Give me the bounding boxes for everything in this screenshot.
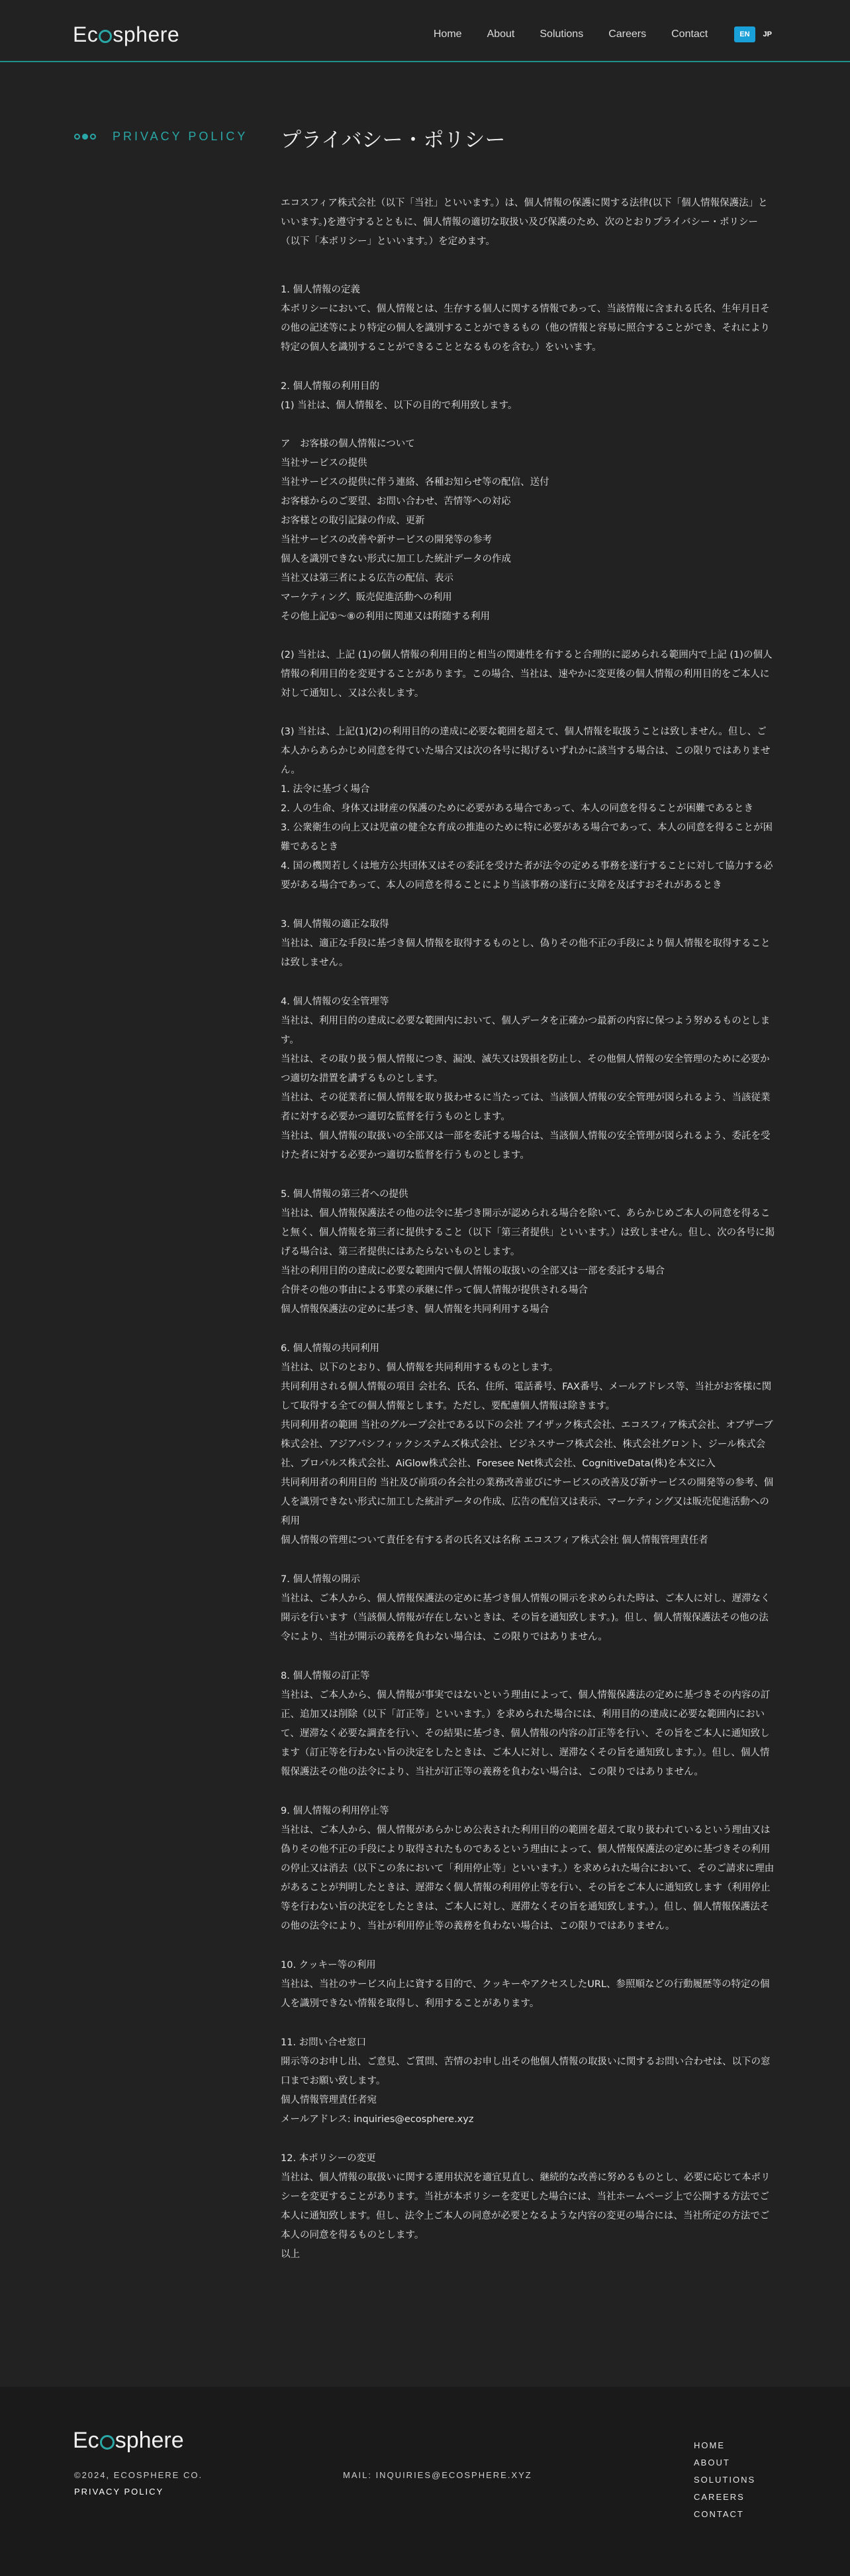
policy-section: [281, 2149, 776, 2264]
nav-contact[interactable]: Contact: [671, 28, 708, 40]
section-label-text: PRIVACY POLICY: [113, 130, 248, 143]
policy-section: [281, 1802, 776, 1936]
section-body: 当社は、適正な手段に基づき個人情報を取得するものとし、偽りその他不正の手段により個人情報を取得することは致しません。: [281, 938, 771, 968]
policy-section: [281, 993, 776, 1165]
policy-content: [281, 123, 776, 2284]
section-title: 6. 個人情報の共同利用: [281, 1343, 379, 1354]
nav-solutions[interactable]: Solutions: [540, 28, 584, 40]
policy-section: [281, 1956, 776, 2014]
section-body: 当社は、個人情報の取扱いに関する運用状況を適宜見直し、継続的な改善に努めるものとし、必要に応じて本ポリシーを変更することがあります。当社が本ポリシーを変更した場合には、当社ホームページ上で公開する方法でご本人に通知致します。但し、法令上ご本人の同意が必要となるような内容の変更の場合には、当社所定の方法でご本人の同意を得るものとします。 以上: [281, 2172, 771, 2260]
section-body: 当社は、ご本人から、個人情報が事実ではないという理由によって、個人情報保護法の定めに基づきその内容の訂正、追加又は削除（以下「訂正等」といいます。）を求められた場合には、利用目的の達成に必要な範囲内において、遅滞なく必要な調査を行い、その結果に基づき、個人情報の内容の訂正等を行い、その旨をご本人に通知致します（訂正等を行わない旨の決定をしたときは、ご本人に対し、遅滞なくその旨を通知致します。）。但し、個人情報保護法その他の法令により、当社が訂正等の義務を負わない場合は、この限りではありません。: [281, 1690, 771, 1777]
dot-outline-icon: [90, 134, 96, 140]
section-title: 10. クッキー等の利用: [281, 1960, 376, 1971]
language-switcher: [734, 26, 777, 42]
footer-logo-ring-icon: [100, 2435, 115, 2450]
policy-section: [281, 1339, 776, 1550]
dot-filled-icon: [82, 134, 88, 140]
footer-nav-about[interactable]: ABOUT: [694, 2458, 730, 2467]
footer-nav-contact[interactable]: CONTACT: [694, 2509, 744, 2519]
policy-section: [281, 1570, 776, 1647]
policy-section: [281, 281, 776, 357]
section-title: 4. 個人情報の安全管理等: [281, 997, 389, 1007]
logo-text-end: sphere: [113, 22, 180, 46]
section-title: 2. 個人情報の利用目的: [281, 381, 379, 392]
main-nav: [408, 26, 777, 42]
footer-privacy-link[interactable]: PRIVACY POLICY: [74, 2487, 164, 2497]
lang-en-button[interactable]: EN: [734, 26, 755, 42]
section-body: 当社は、ご本人から、個人情報があらかじめ公表された利用目的の範囲を超えて取り扱われているという理由又は偽りその他不正の手段により取得されたものであるという理由によって、個人情報保護法の定めに基づきその利用の停止又は消去（以下この条において「利用停止等」といいます。）を求められた場合において、そのご請求に理由があることが判明したときは、遅滞なく個人情報の利用停止等を行い、その旨をご本人に通知致します（利用停止等を行わない旨の決定をしたときは、ご本人に対し、遅滞なくその旨を通知致します。）。但し、個人情報保護法その他の法令により、当社が利用停止等の義務を負わない場合は、この限りではありません。: [281, 1825, 775, 1932]
footer-nav-careers[interactable]: CAREERS: [694, 2492, 745, 2502]
section-body: 当社は、個人情報保護法その他の法令に基づき開示が認められる場合を除いて、あらかじめご本人の同意を得ること無く、個人情報を第三者に提供すること（以下「第三者提供」といいます。）は致しません。但し、次の各号に掲げる場合は、第三者提供にはあたらないものとします。 当社の利用目的の達成に必要な範囲内で個人情報の取扱いの全部又は一部を委託する場合 合併その他の事由による事業の承継に伴って個人情報が提供される場合 個人情報保護法の定めに基づき、個人情報を共同利用する場合: [281, 1208, 775, 1315]
section-title: 11. お問い合せ窓口: [281, 2037, 367, 2048]
footer-nav: [694, 2437, 755, 2523]
policy-section: [281, 2033, 776, 2129]
page-title: プライバシー・ポリシー: [281, 128, 506, 152]
site-logo[interactable]: [73, 22, 179, 47]
dots-icon: [74, 134, 98, 140]
copyright: ©2024, ECOSPHERE CO.: [74, 2470, 203, 2480]
section-body: 本ポリシーにおいて、個人情報とは、生存する個人に関する情報であって、当該情報に含まれる氏名、生年月日その他の記述等により特定の個人を識別することができるもの（他の情報と容易に照合することができ、それにより特定の個人を識別することができることとなるものを含む。）をいいます。: [281, 304, 770, 353]
logo-ring-icon: [99, 30, 112, 43]
footer-logo-text-start: Ec: [73, 2428, 99, 2453]
policy-sections: [281, 281, 776, 2264]
nav-careers[interactable]: Careers: [608, 28, 647, 40]
policy-section: [281, 1185, 776, 1319]
policy-section: [281, 915, 776, 973]
section-body: (1) 当社は、個人情報を、以下の目的で利用致します。 ア お客様の個人情報について 当社サービスの提供 当社サービスの提供に伴う連絡、各種お知らせ等の配信、送付 お客様からのご要望、お問い合わせ、苦情等への対応 お客様との取引記録の作成、更新 当社サービスの改善や新サービスの開発等の参考 個人を識別できない形式に加工した統計データの作成 当社又は第三者による広告の配信、表示 マーケティング、販売促進活動への利用 その他上記①〜⑧の利用に関連又は附随する利用 (2) 当社は、上記 (1)の個人情報の利用目的と相当の関連性を有すると合理的に認められる範囲内で上記 (1)の個人情報の利用目的を変更することがあります。この場合、当社は、速やかに変更後の個人情報の利用目的をご本人に対して通知し、又は公表します。 (3) 当社は、上記(1)(2)の利用目的の達成に必要な範囲を超えて、個人情報を取扱うことは致しません。但し、ご本人からあらかじめ同意を得ていた場合又は次の各号に掲げるいずれかに該当する場合は、この限りではありません。 1. 法令に基づく場合 2. 人の生命、身体又は財産の保護のために必要がある場合であって、本人の同意を得ることが困難であるとき 3. 公衆衛生の向上又は児童の健全な育成の推進のために特に必要がある場合であって、本人の同意を得ることが困難であるとき 4. 国の機関若しくは地方公共団体又はその委託を受けた者が法令の定める事務を遂行することに対して協力する必要がある場合であって、本人の同意を得ることにより当該事務の遂行に支障を及ぼすおそれがあるとき: [281, 400, 773, 891]
dot-outline-icon: [74, 134, 80, 140]
footer-nav-solutions[interactable]: SOLUTIONS: [694, 2475, 756, 2485]
section-body: 当社は、当社のサービス向上に資する目的で、クッキーやアクセスしたURL、参照順などの行動履歴等の特定の個人を識別できない情報を取得し、利用することがあります。: [281, 1979, 770, 2009]
section-title: 8. 個人情報の訂正等: [281, 1671, 370, 1681]
footer-logo[interactable]: [73, 2428, 184, 2454]
site-footer: [0, 2387, 850, 2576]
policy-intro: エコスフィア株式会社（以下「当社」といいます。）は、個人情報の保護に関する法律(以下「個人情報保護法」といいます。)を遵守するとともに、個人情報の適切な取扱い及び保護のため、次のとおりプライバシー・ポリシー（以下「本ポリシー」といいます。）を定めます。: [281, 198, 768, 247]
lang-jp-button[interactable]: JP: [763, 30, 772, 38]
section-title: 7. 個人情報の開示: [281, 1574, 360, 1585]
section-title: 12. 本ポリシーの変更: [281, 2153, 376, 2164]
section-title: 9. 個人情報の利用停止等: [281, 1806, 389, 1816]
section-title: 3. 個人情報の適正な取得: [281, 919, 389, 930]
section-body: 当社は、以下のとおり、個人情報を共同利用するものとします。 共同利用される個人情報の項目 会社名、氏名、住所、電話番号、FAX番号、メールアドレス等、当社がお客様に関して取得する全ての個人情報とします。ただし、要配慮個人情報は除きます。 共同利用者の範囲 当社のグループ会社である以下の会社 アイザック株式会社、エコスフィア株式会社、オブザーブ株式会社、アジアパシフィックシステムズ株式会社、ビジネスサーフ株式会社、株式会社グロント、ジール株式会社、プロパルス株式会社、AiGlow株式会社、Foresee Net株式会社、CognitiveData(株)を本文に入 共同利用者の利用目的 当社及び前項の各会社の業務改善並びにサービスの改善及び新サービスの開発等の参考、個人を識別できない形式に加工した統計データの作成、広告の配信又は表示、マーケティング又は販売促進活動への利用 個人情報の管理について責任を有する者の氏名又は名称 エコスフィア株式会社 個人情報管理責任者: [281, 1362, 774, 1546]
section-title: 5. 個人情報の第三者への提供: [281, 1189, 408, 1200]
section-title: 1. 個人情報の定義: [281, 285, 360, 295]
footer-mail: MAIL: INQUIRIES@ECOSPHERE.XYZ: [343, 2470, 532, 2480]
footer-logo-text-end: sphere: [115, 2428, 184, 2453]
policy-section: [281, 377, 776, 895]
logo-text-start: Ec: [73, 22, 99, 46]
policy-section: [281, 1667, 776, 1782]
nav-home[interactable]: Home: [433, 28, 462, 40]
section-body: 当社は、利用目的の達成に必要な範囲内において、個人データを正確かつ最新の内容に保つよう努めるものとします。 当社は、その取り扱う個人情報につき、漏洩、滅失又は毀損を防止し、その他個人情報の安全管理のために必要かつ適切な措置を講ずるものとします。 当社は、その従業者に個人情報を取り扱わせるに当たっては、当該個人情報の安全管理が図られるよう、当該従業者に対する必要かつ適切な監督を行うものとします。 当社は、個人情報の取扱いの全部又は一部を委託する場合は、当該個人情報の安全管理が図られるよう、委託を受けた者に対する必要かつ適切な監督を行うものとします。: [281, 1016, 771, 1161]
section-label: [74, 130, 248, 144]
section-body: 開示等のお申し出、ご意見、ご質問、苦情のお申し出その他個人情報の取扱いに関するお問い合わせは、以下の窓口までお願い致します。 個人情報管理責任者宛 メールアドレス: inquiries@ecosphere.xyz: [281, 2057, 771, 2125]
footer-nav-home[interactable]: HOME: [694, 2440, 725, 2450]
site-header: [0, 0, 850, 62]
section-body: 当社は、ご本人から、個人情報保護法の定めに基づき個人情報の開示を求められた時は、ご本人に対し、遅滞なく開示を行います（当該個人情報が存在しないときは、その旨を通知致します。)。但し、個人情報保護法その他の法令により、当社が開示の義務を負わない場合は、この限りではありません。: [281, 1593, 771, 1642]
nav-about[interactable]: About: [487, 28, 515, 40]
